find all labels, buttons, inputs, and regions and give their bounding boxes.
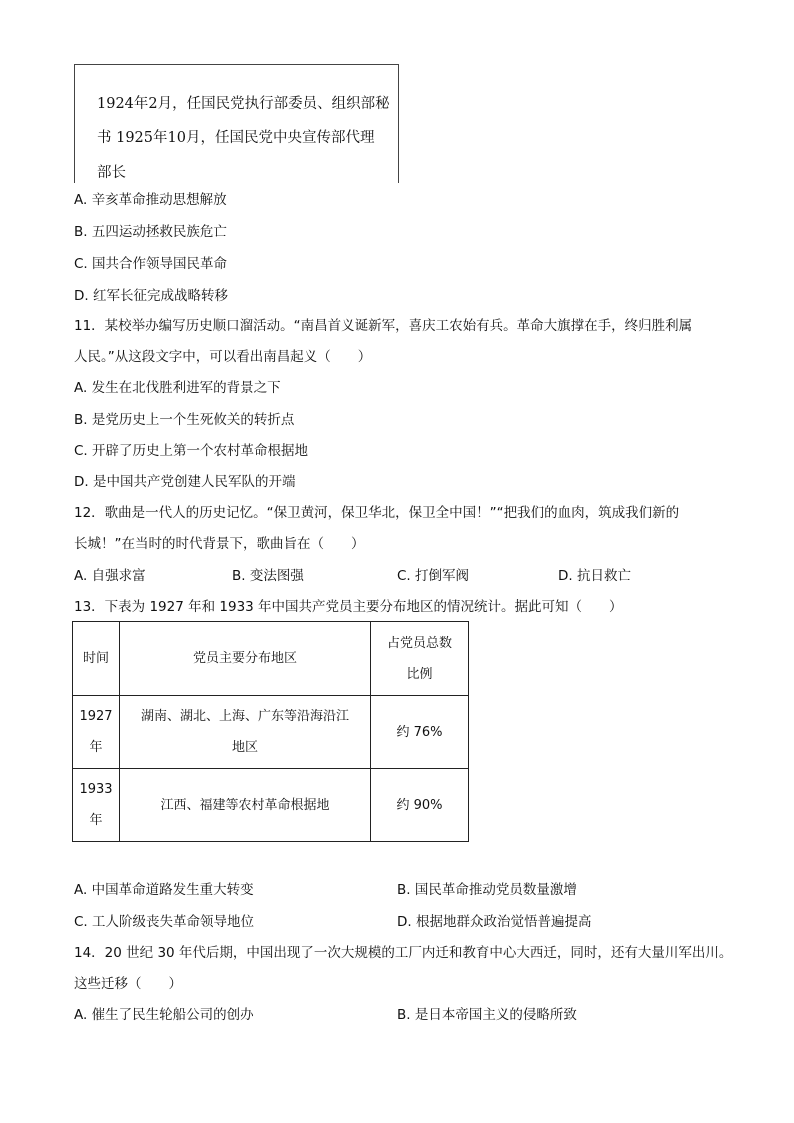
quote-box — [74, 64, 399, 183]
q10-option-c: C. 国共合作领导国民革命 — [74, 256, 228, 272]
year-suffix: 年 — [89, 813, 103, 828]
q12-option-c: C. 打倒军阀 — [397, 568, 470, 584]
row-1933-year — [73, 769, 120, 842]
header-time: 时间 — [73, 622, 120, 696]
header-ratio — [371, 622, 469, 696]
q11-stem-line-1: 11．某校举办编写历史顺口溜活动。“南昌首义诞新军，喜庆工农始有兵。革命大旗撑在手，终归胜利属 — [74, 318, 693, 334]
header-ratio-line-2: 比例 — [406, 666, 433, 682]
q12-stem-line-2: 长城！”在当时的时代背景下，歌曲旨在（ ） — [74, 536, 365, 552]
q14-option-a: A. 催生了民生轮船公司的创办 — [74, 1007, 254, 1023]
q11-stem-line-2: 人民。”从这段文字中，可以看出南昌起义（ ） — [74, 349, 372, 365]
header-ratio-line-1: 占党员总数 — [386, 635, 452, 651]
q11-option-d: D. 是中国共产党创建人民军队的开端 — [74, 474, 296, 490]
q13-option-b: B. 国民革命推动党员数量激增 — [397, 882, 577, 898]
q11-option-c: C. 开辟了历史上第一个农村革命根据地 — [74, 443, 309, 459]
party-member-distribution-table — [72, 621, 469, 842]
q13-option-a: A. 中国革命道路发生重大转变 — [74, 882, 254, 898]
q12-option-a: A. 自强求富 — [74, 568, 146, 584]
row-1927-year — [73, 696, 120, 769]
q11-option-b: B. 是党历史上一个生死攸关的转折点 — [74, 412, 295, 428]
row-1933-region: 江西、福建等农村革命根据地 — [120, 769, 371, 842]
q10-option-d: D. 红军长征完成战略转移 — [74, 288, 228, 304]
quote-line-3: 部长 — [97, 165, 126, 181]
q12-option-d: D. 抗日救亡 — [558, 568, 631, 584]
year-suffix: 年 — [89, 740, 103, 755]
year-number: 1927 — [79, 709, 113, 724]
table-header-row — [73, 622, 469, 696]
q14-stem-line-2: 这些迁移（ ） — [74, 976, 182, 992]
q14-stem-line-1: 14．20 世纪 30 年代后期，中国出现了一次大规模的工厂内迁和教育中心大西迁，同时，还有大量川军出川。 — [74, 945, 733, 961]
year-number: 1933 — [79, 782, 113, 797]
region-line-1: 湖南、湖北、上海、广东等沿海沿江 — [140, 709, 349, 724]
q13-option-c: C. 工人阶级丧失革命领导地位 — [74, 914, 255, 930]
quote-line-2: 书 1925年10月，任国民党中央宣传部代理 — [97, 130, 375, 146]
quote-line-1: 1924年2月，任国民党执行部委员、组织部秘 — [97, 96, 390, 112]
row-1927-ratio: 约 76% — [371, 696, 469, 769]
header-region: 党员主要分布地区 — [120, 622, 371, 696]
q14-option-b: B. 是日本帝国主义的侵略所致 — [397, 1007, 577, 1023]
q10-option-b: B. 五四运动拯救民族危亡 — [74, 224, 227, 240]
q12-option-b: B. 变法图强 — [232, 568, 304, 584]
table-row — [73, 696, 469, 769]
q13-stem: 13．下表为 1927 年和 1933 年中国共产党员主要分布地区的情况统计。据此可知（ ） — [74, 599, 623, 615]
row-1927-region — [120, 696, 371, 769]
table-row — [73, 769, 469, 842]
q10-option-a: A. 辛亥革命推动思想解放 — [74, 192, 227, 208]
q13-option-d: D. 根据地群众政治觉悟普遍提高 — [397, 914, 592, 930]
row-1933-ratio: 约 90% — [371, 769, 469, 842]
q12-stem-line-1: 12．歌曲是一代人的历史记忆。“保卫黄河，保卫华北，保卫全中国！”“把我们的血肉，筑成我们新的 — [74, 505, 680, 521]
q11-option-a: A. 发生在北伐胜利进军的背景之下 — [74, 380, 281, 396]
region-line-2: 地区 — [231, 740, 258, 755]
